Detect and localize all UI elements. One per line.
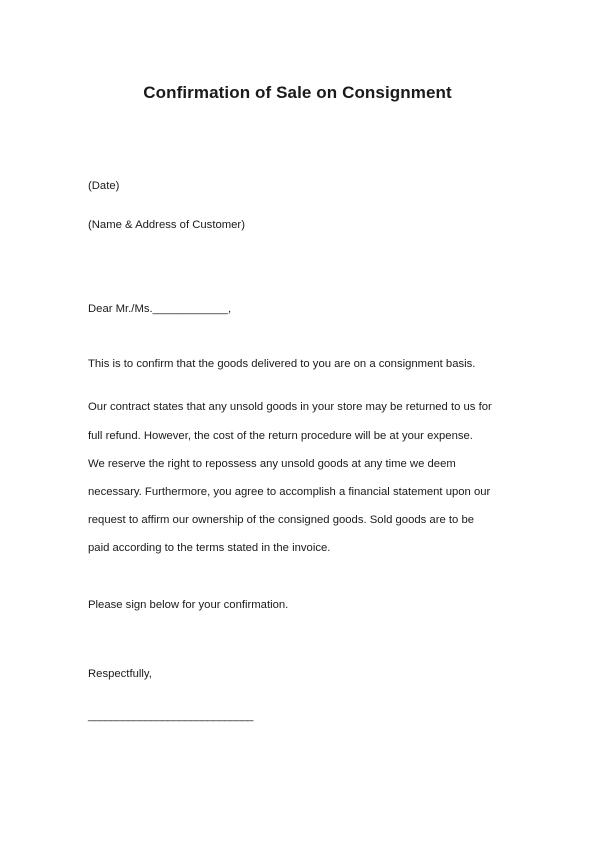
- body-line: request to affirm our ownership of the consigned goods. Sold goods are to be: [88, 514, 475, 526]
- body-line: Our contract states that any unsold goods in your store may be returned to us for: [88, 401, 492, 413]
- document-title: Confirmation of Sale on Consignment: [143, 83, 452, 102]
- body-line: paid according to the terms stated in the invoice.: [88, 542, 331, 554]
- sign-request: Please sign below for your confirmation.: [88, 599, 289, 611]
- body-line: We reserve the right to repossess any unsold goods at any time we deem: [88, 458, 456, 470]
- body-line: full refund. However, the cost of the return procedure will be at your expense.: [88, 430, 473, 442]
- closing: Respectfully,: [88, 668, 152, 680]
- salutation: Dear Mr./Ms.____________,: [88, 303, 232, 315]
- body-line: necessary. Furthermore, you agree to accomplish a financial statement upon our: [88, 486, 491, 498]
- signature-line: _____________________________: [88, 710, 253, 722]
- intro-paragraph: This is to confirm that the goods delivered to you are on a consignment basis.: [88, 358, 476, 370]
- date-placeholder: (Date): [88, 180, 120, 192]
- recipient-placeholder: (Name & Address of Customer): [88, 219, 245, 231]
